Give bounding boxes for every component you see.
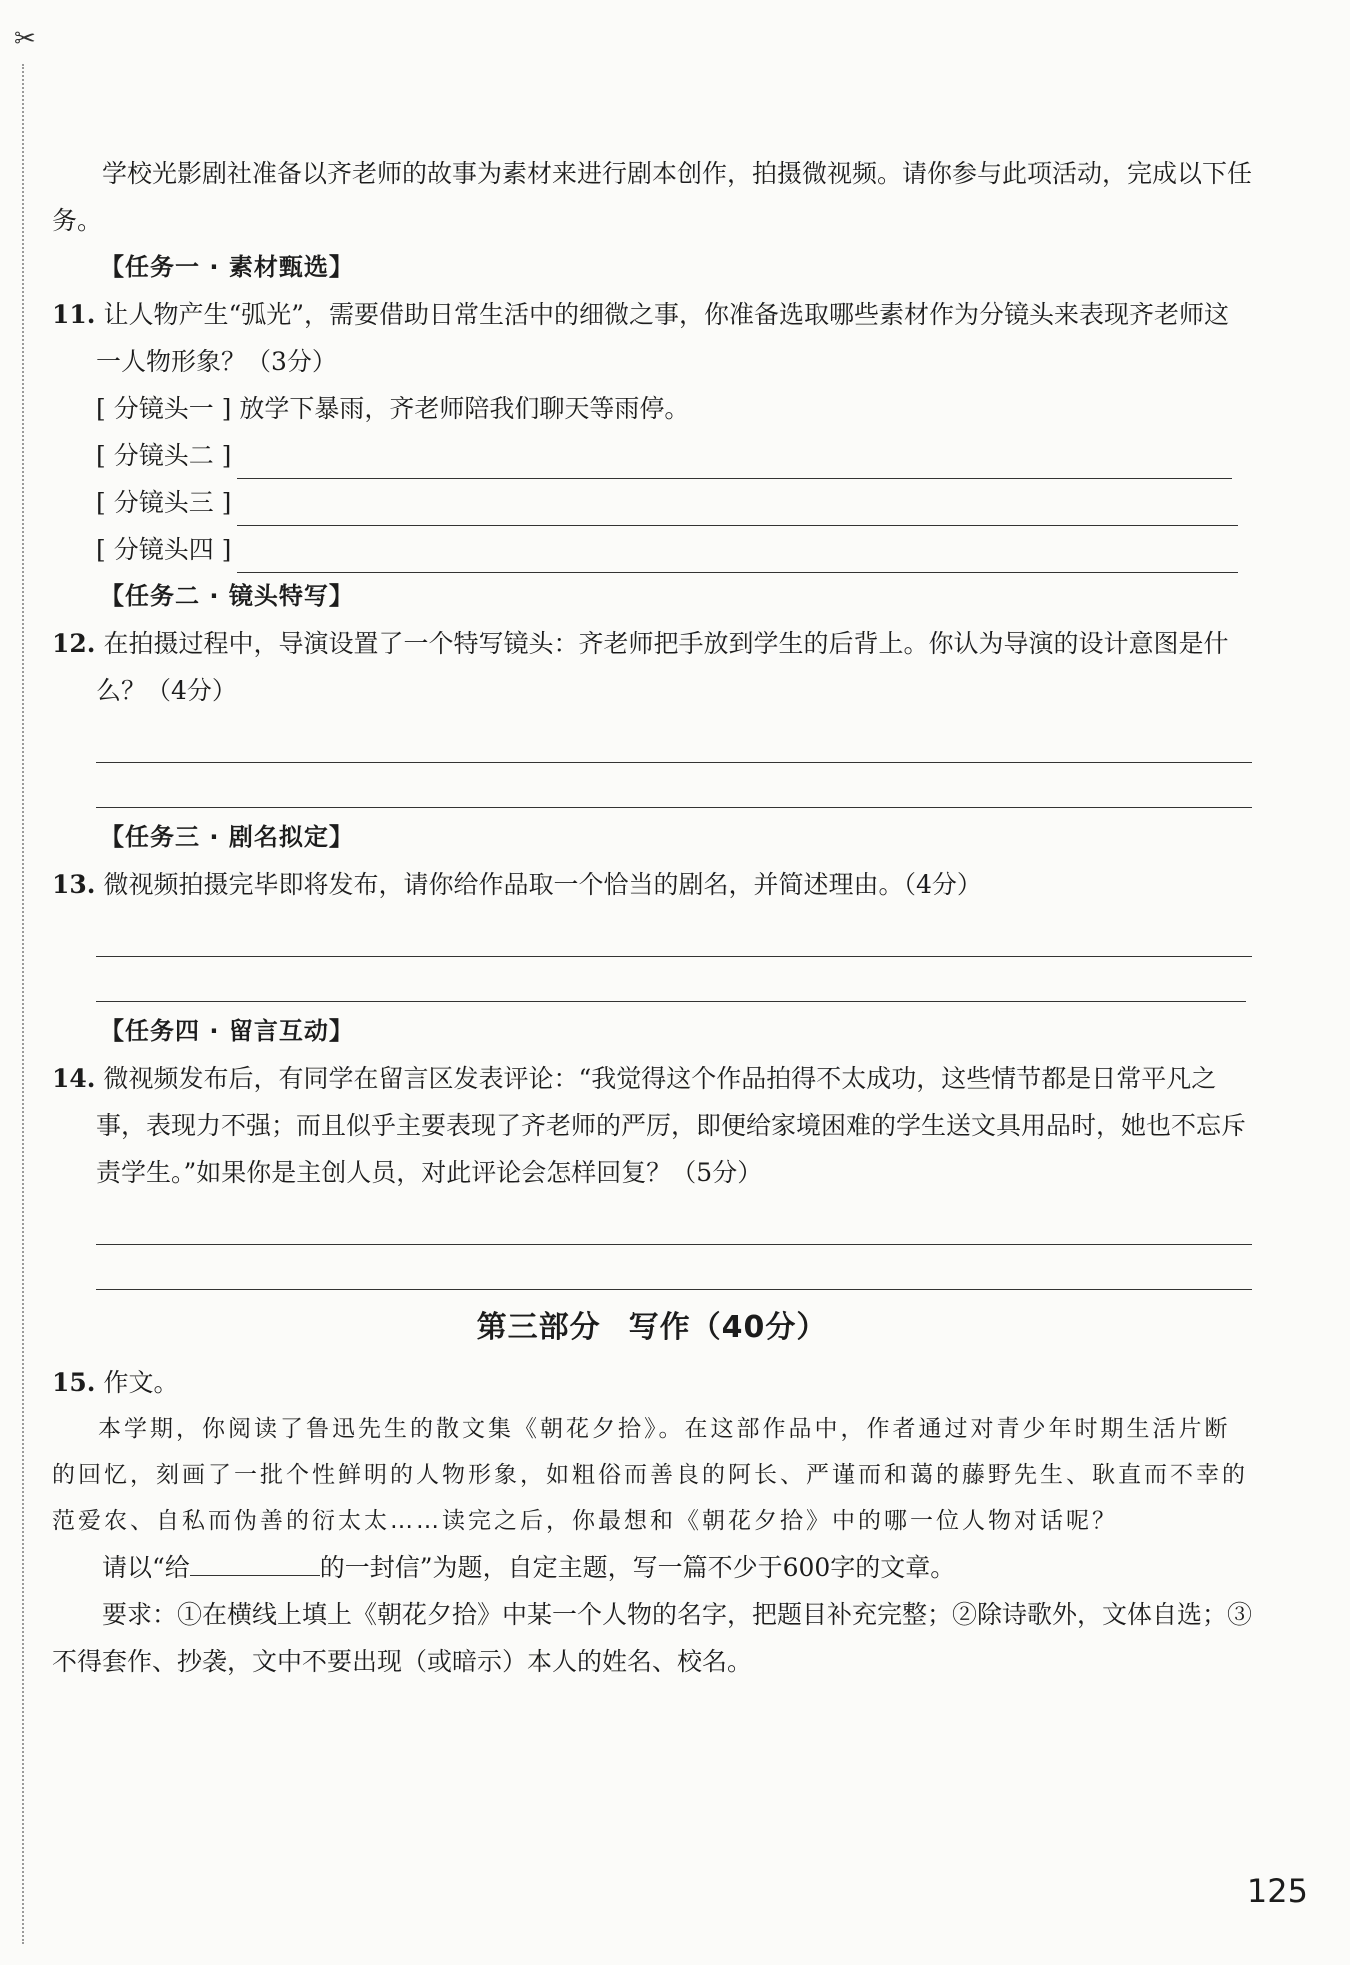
page-number: 125 bbox=[1246, 1872, 1308, 1910]
section-three-subtitle: 写作（40分） bbox=[628, 1310, 828, 1345]
essay-prompt-end: 的一封信”为题，自定主题，写一篇不少于600字的文章。 bbox=[319, 1553, 956, 1582]
question-12 bbox=[52, 620, 1252, 714]
essay-prompt bbox=[52, 1544, 1252, 1591]
task-one-heading: 【任务一 · 素材甄选】 bbox=[100, 253, 354, 281]
worksheet-page bbox=[52, 150, 1252, 1685]
question-14-answer-line-2[interactable] bbox=[96, 1245, 1252, 1290]
shot-four-answer-line[interactable] bbox=[237, 544, 1238, 573]
essay-background: 本学期，你阅读了鲁迅先生的散文集《朝花夕拾》。在这部作品中，作者通过对青少年时期生活片断的回忆，刻画了一批个性鲜明的人物形象，如粗俗而善良的阿长、严谨而和蔼的藤野先生、耿直而不幸的范爱农、自私而伪善的衍太太……读完之后，你最想和《朝花夕拾》中的哪一位人物对话呢？ bbox=[52, 1416, 1248, 1534]
task-four-heading: 【任务四 · 留言互动】 bbox=[100, 1017, 354, 1045]
shot-one: [ 分镜头一 ] 放学下暴雨，齐老师陪我们聊天等雨停。 bbox=[96, 394, 690, 423]
question-11-number: 11. bbox=[52, 300, 96, 329]
question-13-number: 13. bbox=[52, 870, 96, 899]
question-13-answer-line-1[interactable] bbox=[96, 908, 1252, 957]
question-13-text: 微视频拍摄完毕即将发布，请你给作品取一个恰当的剧名，并简述理由。（4分） bbox=[103, 870, 982, 899]
shot-four-row bbox=[52, 526, 1252, 573]
scissors-icon: ✂ bbox=[14, 24, 36, 54]
question-13 bbox=[52, 861, 1252, 908]
question-14-text: 微视频发布后，有同学在留言区发表评论：“我觉得这个作品拍得不太成功，这些情节都是日常平凡之事，表现力不强；而且似乎主要表现了齐老师的严厉，即便给家境困难的学生送文具用品时，她也不忘斥责学生。”如果你是主创人员，对此评论会怎样回复？（5分） bbox=[96, 1064, 1247, 1187]
question-12-answer-line-1[interactable] bbox=[96, 714, 1252, 763]
question-15-label: 作文。 bbox=[103, 1368, 179, 1397]
question-12-number: 12. bbox=[52, 629, 96, 658]
question-11 bbox=[52, 291, 1252, 385]
essay-requirements: 要求：①在横线上填上《朝花夕拾》中某一个人物的名字，把题目补充完整；②除诗歌外，文体自选；③不得套作、抄袭，文中不要出现（或暗示）本人的姓名、校名。 bbox=[52, 1600, 1253, 1676]
shot-two-answer-line[interactable] bbox=[237, 450, 1232, 479]
question-14-number: 14. bbox=[52, 1064, 96, 1093]
shot-four-label: [ 分镜头四 ] bbox=[96, 535, 232, 564]
section-three-label: 第三部分 bbox=[476, 1310, 601, 1345]
section-three-title bbox=[52, 1304, 1252, 1351]
essay-prompt-start: 请以“给 bbox=[102, 1553, 190, 1582]
question-15 bbox=[52, 1359, 1252, 1406]
cut-line bbox=[22, 64, 24, 1944]
question-11-text: 让人物产生“弧光”，需要借助日常生活中的细微之事，你准备选取哪些素材作为分镜头来表现齐老师这一人物形象？（3分） bbox=[96, 300, 1230, 376]
task-two-heading: 【任务二 · 镜头特写】 bbox=[100, 582, 354, 610]
task-three-heading: 【任务三 · 剧名拟定】 bbox=[100, 823, 354, 851]
question-13-answer-line-2[interactable] bbox=[96, 957, 1246, 1002]
intro-paragraph: 学校光影剧社准备以齐老师的故事为素材来进行剧本创作，拍摄微视频。请你参与此项活动，完成以下任务。 bbox=[52, 159, 1253, 235]
question-12-text: 在拍摄过程中，导演设置了一个特写镜头：齐老师把手放到学生的后背上。你认为导演的设计意图是什么？（4分） bbox=[96, 629, 1229, 705]
shot-three-label: [ 分镜头三 ] bbox=[96, 488, 232, 517]
shot-two-label: [ 分镜头二 ] bbox=[96, 441, 232, 470]
shot-three-answer-line[interactable] bbox=[237, 497, 1238, 526]
essay-title-blank[interactable] bbox=[190, 1549, 320, 1576]
question-15-number: 15. bbox=[52, 1368, 96, 1397]
question-14 bbox=[52, 1055, 1252, 1196]
shot-three-row bbox=[52, 479, 1252, 526]
question-12-answer-line-2[interactable] bbox=[96, 763, 1252, 808]
shot-two-row bbox=[52, 432, 1252, 479]
question-14-answer-line-1[interactable] bbox=[96, 1196, 1252, 1245]
